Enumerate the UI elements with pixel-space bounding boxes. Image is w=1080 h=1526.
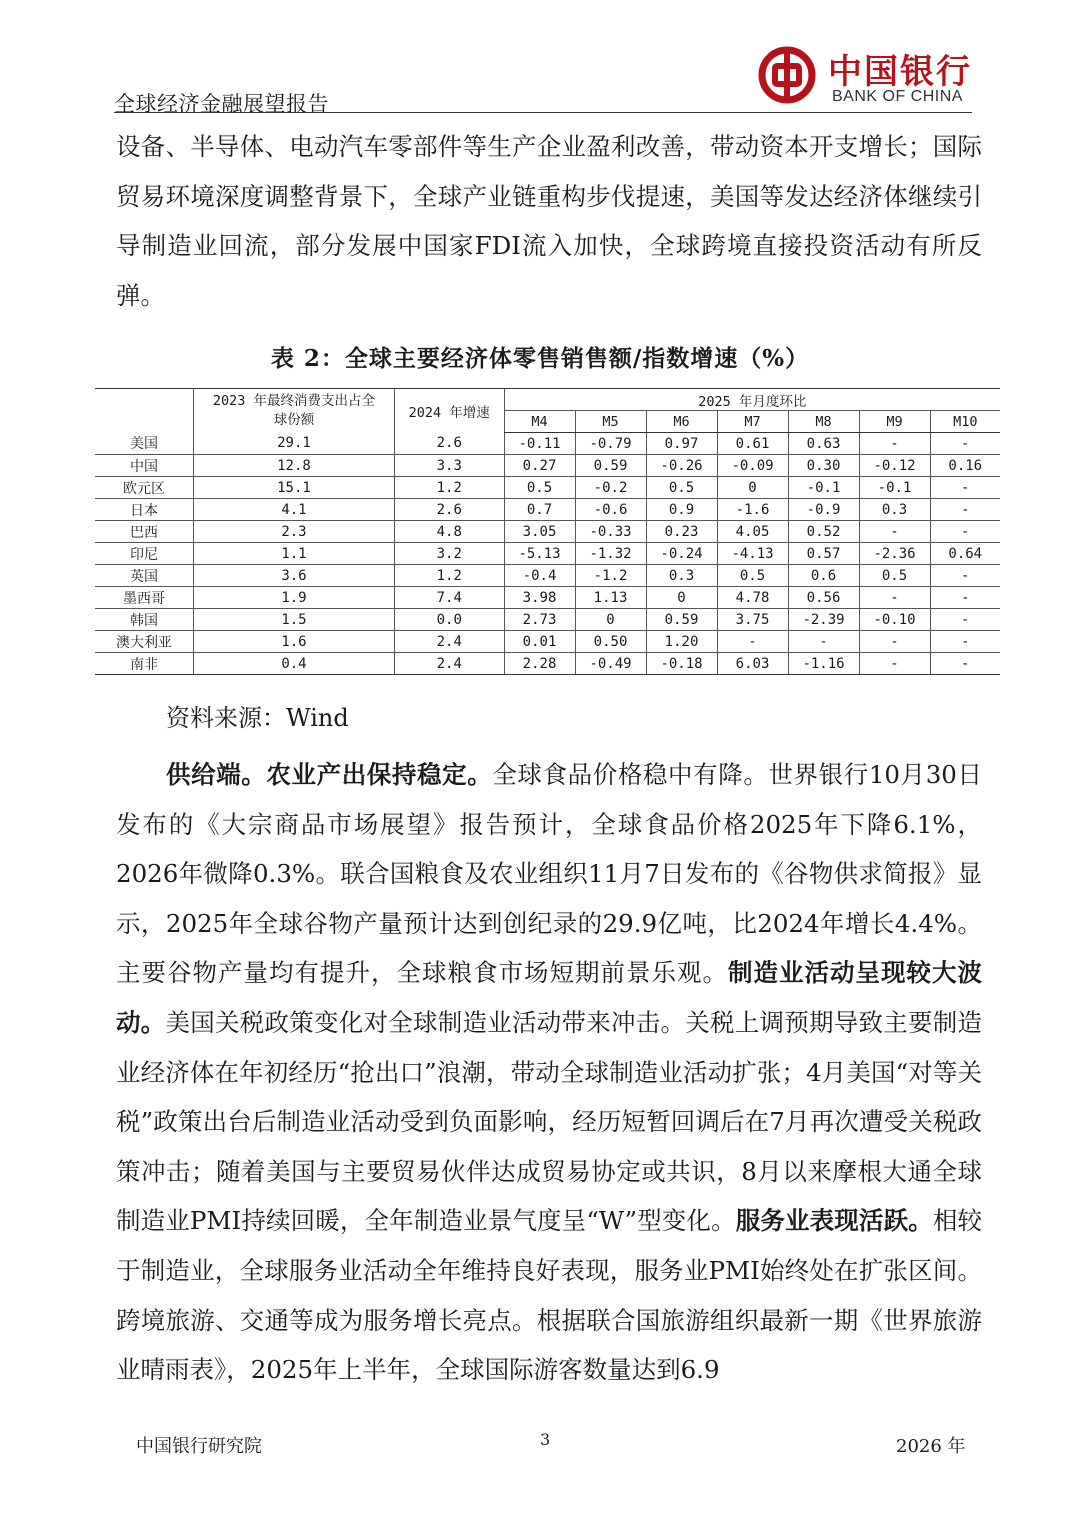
table-row — [95, 521, 1000, 543]
month-header-m8: M8 — [788, 411, 859, 433]
monthly-cell: 1.13 — [575, 587, 646, 609]
country-cell: 日本 — [95, 499, 193, 521]
country-cell: 美国 — [95, 433, 193, 455]
header-divider — [114, 112, 972, 113]
manufacturing-text: 美国关税政策变化对全球制造业活动带来冲击。关税上调预期导致主要制造业经济体在年初经历“抢出口”浪潮，带动全球制造业活动扩张；4月美国“对等关税”政策出台后制造业活动受到负面影响，经历短暂回调后在7月再次遭受关税政策冲击；随着美国与主要贸易伙伴达成贸易协定或共识，8月以来摩根大通全球制造业PMI持续回暖，全年制造业景气度呈“W”型变化。 — [116, 1007, 982, 1236]
monthly-cell: 0.30 — [788, 455, 859, 477]
monthly-cell: -4.13 — [717, 543, 788, 565]
supply-side-paragraph — [116, 750, 982, 1395]
services-text: 相较于制造业，全球服务业活动全年维持良好表现，服务业PMI始终处在扩张区间。跨境旅游、交通等成为服务增长亮点。根据联合国旅游组织最新一期《世界旅游业晴雨表》，2025年上半年，全球国际游客数量达到6.9 — [116, 1206, 983, 1385]
heading-services: 服务业表现活跃。 — [735, 1206, 933, 1236]
monthly-cell: - — [717, 631, 788, 653]
monthly-cell: -0.1 — [859, 477, 930, 499]
monthly-cell: 0.50 — [575, 631, 646, 653]
country-cell: 南非 — [95, 653, 193, 675]
country-cell: 中国 — [95, 455, 193, 477]
monthly-cell: 0.5 — [504, 477, 575, 499]
heading-supply-agriculture: 供给端。农业产出保持稳定。 — [166, 760, 493, 789]
header-consumption-share: 2023 年最终消费支出占全球份额 — [193, 389, 394, 433]
monthly-cell: 0.9 — [646, 499, 717, 521]
monthly-cell: -0.9 — [788, 499, 859, 521]
growth-cell: 4.8 — [394, 521, 504, 543]
monthly-cell: -0.1 — [788, 477, 859, 499]
country-cell: 巴西 — [95, 521, 193, 543]
monthly-cell: 0.64 — [930, 543, 1000, 565]
monthly-cell: - — [859, 433, 930, 455]
monthly-cell: - — [859, 587, 930, 609]
monthly-cell: 0.52 — [788, 521, 859, 543]
monthly-cell: -0.11 — [504, 433, 575, 455]
monthly-cell: -1.32 — [575, 543, 646, 565]
share-cell: 1.1 — [193, 543, 394, 565]
header-2025-monthly: 2025 年月度环比 — [504, 389, 1000, 411]
country-cell: 墨西哥 — [95, 587, 193, 609]
monthly-cell: -0.2 — [575, 477, 646, 499]
monthly-cell: -0.4 — [504, 565, 575, 587]
monthly-cell: 1.20 — [646, 631, 717, 653]
monthly-cell: - — [930, 653, 1000, 675]
monthly-cell: - — [930, 565, 1000, 587]
monthly-cell: 0.23 — [646, 521, 717, 543]
month-header-m7: M7 — [717, 411, 788, 433]
page-number: 3 — [540, 1430, 551, 1449]
growth-cell: 3.3 — [394, 455, 504, 477]
growth-cell: 3.2 — [394, 543, 504, 565]
monthly-cell: -0.6 — [575, 499, 646, 521]
monthly-cell: 0 — [575, 609, 646, 631]
monthly-cell: -0.49 — [575, 653, 646, 675]
logo-english-name: BANK OF CHINA — [832, 88, 963, 105]
monthly-cell: 0.16 — [930, 455, 1000, 477]
growth-cell: 7.4 — [394, 587, 504, 609]
monthly-cell: -2.39 — [788, 609, 859, 631]
monthly-cell: - — [930, 631, 1000, 653]
country-cell: 印尼 — [95, 543, 193, 565]
share-cell: 2.3 — [193, 521, 394, 543]
table-row — [95, 587, 1000, 609]
monthly-cell: - — [930, 609, 1000, 631]
growth-cell: 1.2 — [394, 565, 504, 587]
logo-chinese-name: 中国银行 — [828, 52, 972, 92]
monthly-cell: - — [930, 587, 1000, 609]
monthly-cell: -1.2 — [575, 565, 646, 587]
monthly-cell: 0.56 — [788, 587, 859, 609]
share-cell: 12.8 — [193, 455, 394, 477]
monthly-cell: -0.18 — [646, 653, 717, 675]
monthly-cell: 3.75 — [717, 609, 788, 631]
monthly-cell: 0.59 — [646, 609, 717, 631]
monthly-cell: -0.24 — [646, 543, 717, 565]
monthly-cell: 0.5 — [717, 565, 788, 587]
monthly-cell: -0.33 — [575, 521, 646, 543]
monthly-cell: 4.78 — [717, 587, 788, 609]
monthly-cell: 0.5 — [646, 477, 717, 499]
monthly-cell: 0 — [717, 477, 788, 499]
table-row — [95, 565, 1000, 587]
retail-sales-table — [95, 388, 1000, 675]
monthly-cell: - — [859, 653, 930, 675]
table-row — [95, 477, 1000, 499]
table-title: 表 2：全球主要经济体零售销售额/指数增速（%） — [270, 345, 810, 372]
monthly-cell: 2.28 — [504, 653, 575, 675]
monthly-cell: 4.05 — [717, 521, 788, 543]
indent — [116, 760, 166, 789]
month-header-m9: M9 — [859, 411, 930, 433]
month-header-m10: M10 — [930, 411, 1000, 433]
agriculture-text: 全球食品价格稳中有降。世界银行10月30日发布的《大宗商品市场展望》报告预计，全球食品价格2025年下降6.1%，2026年微降0.3%。联合国粮食及农业组织11月7日发布的《谷物供求简报》显示，2025年全球谷物产量预计达到创纪录的29.9亿吨，比2024年增长4.4%。主要谷物产量均有提升，全球粮食市场短期前景乐观。 — [116, 760, 983, 988]
growth-cell: 2.6 — [394, 433, 504, 455]
monthly-cell: -2.36 — [859, 543, 930, 565]
monthly-cell: - — [930, 477, 1000, 499]
table-row — [95, 499, 1000, 521]
table-row — [95, 433, 1000, 455]
growth-cell: 2.6 — [394, 499, 504, 521]
monthly-cell: 2.73 — [504, 609, 575, 631]
monthly-cell: 0.59 — [575, 455, 646, 477]
monthly-cell: -0.26 — [646, 455, 717, 477]
table-row — [95, 609, 1000, 631]
monthly-cell: -0.79 — [575, 433, 646, 455]
table-row — [95, 455, 1000, 477]
table-source: 资料来源：Wind — [166, 704, 349, 732]
monthly-cell: 0.3 — [859, 499, 930, 521]
share-cell: 1.9 — [193, 587, 394, 609]
share-cell: 1.5 — [193, 609, 394, 631]
header-country — [95, 389, 193, 433]
monthly-cell: - — [930, 433, 1000, 455]
bank-of-china-emblem-icon — [758, 46, 816, 104]
monthly-cell: 0 — [646, 587, 717, 609]
growth-cell: 1.2 — [394, 477, 504, 499]
monthly-cell: -5.13 — [504, 543, 575, 565]
table-row — [95, 543, 1000, 565]
monthly-cell: 0.6 — [788, 565, 859, 587]
monthly-cell: 0.97 — [646, 433, 717, 455]
monthly-cell: -0.12 — [859, 455, 930, 477]
share-cell: 3.6 — [193, 565, 394, 587]
table-body — [95, 433, 1000, 675]
monthly-cell: 3.98 — [504, 587, 575, 609]
table-row — [95, 631, 1000, 653]
growth-cell: 0.0 — [394, 609, 504, 631]
monthly-cell: 0.3 — [646, 565, 717, 587]
growth-cell: 2.4 — [394, 653, 504, 675]
footer-institute: 中国银行研究院 — [136, 1436, 262, 1457]
growth-cell: 2.4 — [394, 631, 504, 653]
country-cell: 英国 — [95, 565, 193, 587]
monthly-cell: - — [788, 631, 859, 653]
monthly-cell: - — [859, 521, 930, 543]
share-cell: 15.1 — [193, 477, 394, 499]
country-cell: 韩国 — [95, 609, 193, 631]
monthly-cell: -1.16 — [788, 653, 859, 675]
monthly-cell: -1.6 — [717, 499, 788, 521]
monthly-cell: 0.27 — [504, 455, 575, 477]
monthly-cell: - — [930, 521, 1000, 543]
header-2024-growth: 2024 年增速 — [394, 389, 504, 433]
month-header-m5: M5 — [575, 411, 646, 433]
monthly-cell: 0.7 — [504, 499, 575, 521]
bank-logo — [758, 44, 972, 110]
country-cell: 澳大利亚 — [95, 631, 193, 653]
monthly-cell: 3.05 — [504, 521, 575, 543]
monthly-cell: 0.63 — [788, 433, 859, 455]
month-header-m6: M6 — [646, 411, 717, 433]
monthly-cell: 0.5 — [859, 565, 930, 587]
monthly-cell: 0.57 — [788, 543, 859, 565]
monthly-cell: - — [859, 631, 930, 653]
monthly-cell: 0.01 — [504, 631, 575, 653]
share-cell: 0.4 — [193, 653, 394, 675]
report-title: 全球经济金融展望报告 — [114, 92, 329, 116]
monthly-cell: -0.09 — [717, 455, 788, 477]
share-cell: 29.1 — [193, 433, 394, 455]
heading-manufacturing: 制造业活动呈现较大波动。 — [116, 958, 982, 1037]
monthly-cell: 0.61 — [717, 433, 788, 455]
monthly-cell: -0.10 — [859, 609, 930, 631]
share-cell: 4.1 — [193, 499, 394, 521]
table-row — [95, 653, 1000, 675]
monthly-cell: 6.03 — [717, 653, 788, 675]
intro-paragraph: 设备、半导体、电动汽车零部件等生产企业盈利改善，带动资本开支增长；国际贸易环境深度调整背景下，全球产业链重构步伐提速，美国等发达经济体继续引导制造业回流，部分发展中国家FDI流入加快，全球跨境直接投资活动有所反弹。 — [116, 132, 982, 310]
footer-year: 2026 年 — [896, 1436, 966, 1457]
country-cell: 欧元区 — [95, 477, 193, 499]
month-header-m4: M4 — [504, 411, 575, 433]
share-cell: 1.6 — [193, 631, 394, 653]
monthly-cell: - — [930, 499, 1000, 521]
